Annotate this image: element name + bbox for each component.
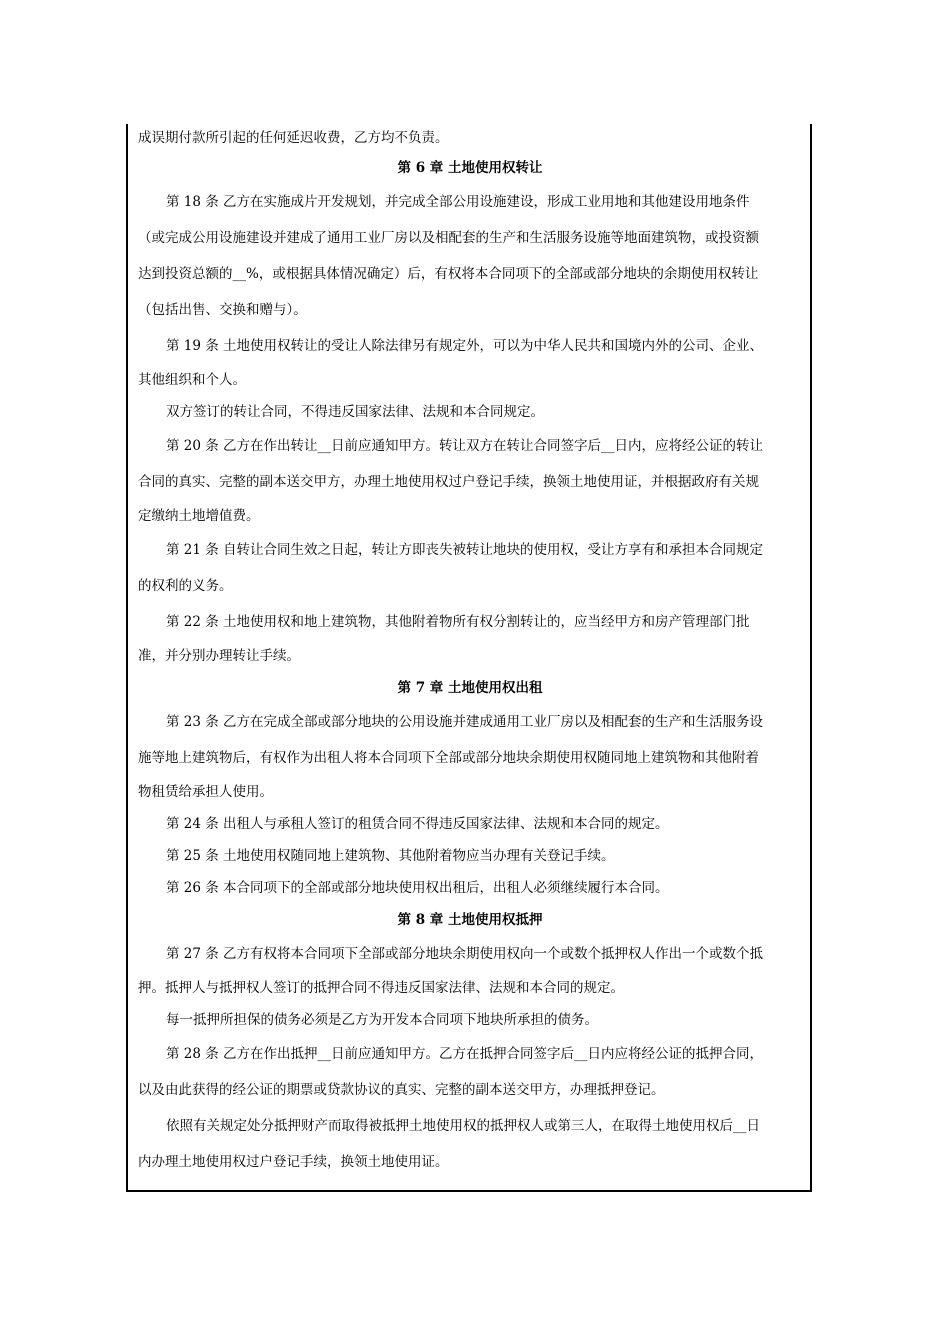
article-23-line-2: 施等地上建筑物后，有权作为出租人将本合同项下全部或部分地块余期使用权随同地上建筑物和其他附着 bbox=[138, 750, 759, 766]
article-27-line-2: 押。抵押人与抵押权人签订的抵押合同不得违反国家法律、法规和本合同的规定。 bbox=[138, 980, 624, 996]
article-18-line-1: 第 18 条 乙方在实施成片开发规划，并完成全部公用设施建设，形成工业用地和其他建设用地条件 bbox=[166, 194, 750, 210]
article-19-line-2: 其他组织和个人。 bbox=[138, 372, 246, 388]
article-27-line-1: 第 27 条 乙方有权将本合同项下全部或部分地块余期使用权向一个或数个抵押权人作出一个或数个抵 bbox=[166, 946, 764, 962]
article-18-line-4: （包括出售、交换和赠与）。 bbox=[138, 302, 307, 318]
article-23-line-3: 物租赁给承担人使用。 bbox=[138, 784, 273, 800]
article-19-line-1: 第 19 条 土地使用权转让的受让人除法律另有规定外，可以为中华人民共和国境内外的公司、企业、 bbox=[166, 338, 764, 354]
article-22-line-2: 准，并分别办理转让手续。 bbox=[138, 648, 300, 664]
article-26: 第 26 条 本合同项下的全部或部分地块使用权出租后，出租人必须继续履行本合同。 bbox=[166, 880, 669, 896]
article-18-line-3: 达到投资总额的__%，或根据具体情况确定）后，有权将本合同项下的全部或部分地块的余期使用权转让 bbox=[138, 266, 759, 282]
article-28-line-1: 第 28 条 乙方在作出抵押__日前应通知甲方。乙方在抵押合同签字后__日内应将经公证的抵押合同， bbox=[166, 1046, 764, 1062]
article-28-extra-line-1: 依照有关规定处分抵押财产而取得被抵押土地使用权的抵押权人或第三人，在取得土地使用权后__日 bbox=[166, 1118, 760, 1134]
article-24: 第 24 条 出租人与承租人签订的租赁合同不得违反国家法律、法规和本合同的规定。 bbox=[166, 816, 669, 832]
article-22-line-1: 第 22 条 土地使用权和地上建筑物，其他附着物所有权分割转让的，应当经甲方和房产管理部门批 bbox=[166, 614, 750, 630]
article-28-line-2: 以及由此获得的经公证的期票或贷款协议的真实、完整的副本送交甲方，办理抵押登记。 bbox=[138, 1082, 665, 1098]
contract-page-frame bbox=[126, 124, 812, 1192]
article-20-line-2: 合同的真实、完整的副本送交甲方，办理土地使用权过户登记手续，换领土地使用证，并根据政府有关规 bbox=[138, 474, 759, 490]
article-27-extra: 每一抵押所担保的债务必须是乙方为开发本合同项下地块所承担的债务。 bbox=[166, 1012, 598, 1028]
article-23-line-1: 第 23 条 乙方在完成全部或部分地块的公用设施并建成通用工业厂房以及相配套的生产和生活服务设 bbox=[166, 714, 764, 730]
article-20-line-3: 定缴纳土地增值费。 bbox=[138, 508, 260, 524]
article-21-line-2: 的权利的义务。 bbox=[138, 578, 233, 594]
article-19-extra: 双方签订的转让合同，不得违反国家法律、法规和本合同规定。 bbox=[166, 404, 544, 420]
lead-line: 成误期付款所引起的任何延迟收费，乙方均不负责。 bbox=[138, 130, 449, 146]
article-18-line-2: （或完成公用设施建设并建成了通用工业厂房以及相配套的生产和生活服务设施等地面建筑物，或投资额 bbox=[138, 230, 759, 246]
article-20-line-1: 第 20 条 乙方在作出转让__日前应通知甲方。转让双方在转让合同签字后__日内，应将经公证的转让 bbox=[166, 438, 764, 454]
article-28-extra-line-2: 内办理土地使用权过户登记手续，换领土地使用证。 bbox=[138, 1154, 449, 1170]
chapter-7-title: 第 7 章 土地使用权出租 bbox=[397, 680, 543, 696]
chapter-6-title: 第 6 章 土地使用权转让 bbox=[397, 160, 543, 176]
article-25: 第 25 条 土地使用权随同地上建筑物、其他附着物应当办理有关登记手续。 bbox=[166, 848, 615, 864]
article-21-line-1: 第 21 条 自转让合同生效之日起，转让方即丧失被转让地块的使用权，受让方享有和承担本合同规定 bbox=[166, 542, 764, 558]
chapter-8-title: 第 8 章 土地使用权抵押 bbox=[397, 912, 543, 928]
